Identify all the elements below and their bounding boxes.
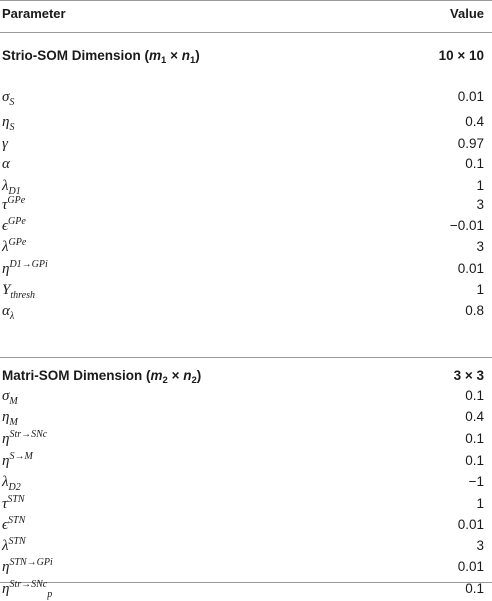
symbol-sup: STN — [8, 515, 26, 526]
header-parameter: Parameter — [2, 6, 66, 21]
table-row — [0, 178, 492, 198]
param-value: −1 — [468, 474, 484, 489]
symbol-base: γ — [2, 136, 8, 152]
param-value: 0.1 — [465, 156, 484, 171]
symbol-base: α — [2, 156, 10, 172]
param-value: 0.01 — [457, 517, 484, 532]
table-row — [0, 261, 492, 281]
param-value: −0.01 — [449, 218, 484, 233]
section-title-row — [0, 368, 492, 388]
param-value: 3 — [476, 197, 484, 212]
param-symbol — [2, 453, 33, 470]
symbol-base: τ — [2, 496, 8, 512]
symbol-sup: Str→SNc — [9, 579, 48, 590]
symbol-base: σ — [2, 388, 10, 404]
param-symbol — [2, 474, 21, 491]
param-symbol — [2, 303, 14, 320]
table-row — [0, 517, 492, 537]
param-symbol — [2, 197, 25, 214]
table-row — [0, 239, 492, 259]
section-value: 10 × 10 — [438, 48, 484, 63]
table-row — [0, 538, 492, 558]
param-symbol — [2, 156, 10, 173]
symbol-sup: STN→GPi — [9, 557, 53, 568]
header-row — [0, 6, 492, 26]
symbol-sub: λ — [9, 310, 15, 322]
symbol-base: τ — [2, 197, 8, 213]
symbol-sup: GPe — [8, 216, 26, 227]
param-symbol — [2, 89, 14, 106]
symbol-sup: GPe — [8, 237, 27, 248]
param-value: 3 — [476, 538, 484, 553]
symbol-base: α — [2, 303, 10, 319]
param-symbol — [2, 431, 47, 448]
param-symbol — [2, 178, 21, 195]
symbol-base: ϵ — [2, 517, 9, 533]
section-title-suffix: ) — [196, 368, 202, 383]
header-rule — [0, 32, 492, 33]
symbol-sub: thresh — [10, 289, 35, 301]
symbol-base: η — [2, 559, 10, 575]
param-symbol — [2, 496, 25, 513]
table-row — [0, 559, 492, 579]
section-title-suffix: ) — [195, 48, 200, 63]
param-value: 0.01 — [457, 89, 484, 104]
param-value: 0.1 — [465, 581, 484, 596]
table-row — [0, 453, 492, 473]
param-value: 1 — [476, 282, 484, 297]
param-value: 0.97 — [457, 136, 484, 151]
dim-n-sub: 1 — [189, 54, 196, 66]
dim-n — [181, 48, 196, 66]
param-symbol — [2, 559, 53, 576]
dim-times: × — [167, 368, 184, 383]
table-row — [0, 431, 492, 451]
symbol-base: η — [2, 453, 10, 469]
param-symbol — [2, 581, 52, 598]
param-value: 0.01 — [457, 559, 484, 574]
symbol-base: η — [2, 431, 10, 447]
symbol-base: η — [2, 581, 10, 597]
symbol-sub: p — [47, 588, 53, 600]
symbol-sup: GPe — [7, 195, 26, 206]
symbol-base: ϵ — [2, 218, 9, 234]
symbol-sup: D1→GPi — [9, 259, 48, 270]
symbol-sup: STN — [8, 536, 26, 547]
table-row — [0, 388, 492, 408]
param-symbol — [2, 517, 25, 534]
symbol-base: λ — [2, 474, 9, 490]
param-symbol — [2, 388, 18, 405]
dim-times: × — [166, 48, 182, 63]
param-value: 0.1 — [465, 431, 484, 446]
param-symbol — [2, 409, 18, 426]
symbol-sup: Str→SNc — [9, 429, 48, 440]
dim-n-letter: n — [181, 48, 190, 63]
table-row — [0, 474, 492, 494]
dim-m-sub: 1 — [161, 54, 167, 66]
table-row — [0, 114, 492, 134]
param-symbol — [2, 282, 35, 299]
symbol-base: λ — [2, 178, 9, 194]
param-value: 0.4 — [465, 114, 484, 129]
table-row — [0, 136, 492, 156]
param-value: 1 — [476, 496, 484, 511]
dim-m — [149, 48, 167, 66]
param-value: 1 — [476, 178, 484, 193]
table-row — [0, 409, 492, 429]
table-row — [0, 496, 492, 516]
section-title-row — [0, 48, 492, 68]
symbol-sub: M — [9, 416, 18, 428]
section-title-prefix: Strio-SOM Dimension ( — [2, 48, 150, 63]
header-value: Value — [450, 6, 484, 21]
param-value: 0.01 — [457, 261, 484, 276]
param-symbol — [2, 218, 26, 235]
symbol-base: σ — [2, 89, 10, 105]
table-row — [0, 282, 492, 302]
table-row — [0, 89, 492, 109]
dim-n-letter: n — [183, 368, 192, 383]
section-title — [2, 368, 202, 386]
symbol-base: η — [2, 114, 10, 130]
dim-n — [183, 368, 197, 386]
param-value: 3 — [476, 239, 484, 254]
section-value: 3 × 3 — [453, 368, 484, 383]
table-row — [0, 197, 492, 217]
symbol-sub: M — [9, 395, 18, 407]
param-value: 0.8 — [465, 303, 484, 318]
symbol-base: λ — [2, 538, 9, 554]
table-row — [0, 581, 492, 601]
param-symbol — [2, 538, 26, 555]
param-value: 0.1 — [465, 453, 484, 468]
symbol-sup: S→M — [9, 451, 33, 462]
param-symbol — [2, 136, 8, 153]
dim-m-letter: m — [150, 368, 163, 383]
symbol-base: η — [2, 261, 10, 277]
symbol-sub: D1 — [8, 185, 21, 197]
symbol-sup: STN — [7, 494, 25, 505]
table-row — [0, 303, 492, 323]
symbol-base: Y — [2, 282, 11, 298]
symbol-base: λ — [2, 239, 9, 255]
section-rule — [0, 357, 492, 358]
param-value: 0.4 — [465, 409, 484, 424]
table-row — [0, 218, 492, 238]
param-symbol — [2, 261, 48, 278]
symbol-sub: D2 — [8, 481, 21, 493]
section-title-prefix: Matri-SOM Dimension ( — [2, 368, 151, 383]
top-rule — [0, 0, 492, 1]
symbol-sub: S — [9, 96, 15, 108]
dim-m-sub: 2 — [162, 374, 168, 386]
table-row — [0, 156, 492, 176]
dim-m-letter: m — [149, 48, 162, 63]
param-symbol — [2, 114, 14, 131]
symbol-sub: S — [9, 121, 15, 133]
param-value: 0.1 — [465, 388, 484, 403]
section-title — [2, 48, 200, 66]
dim-n-sub: 2 — [191, 374, 197, 386]
param-symbol — [2, 239, 26, 256]
symbol-base: η — [2, 409, 10, 425]
dim-m — [150, 368, 168, 386]
